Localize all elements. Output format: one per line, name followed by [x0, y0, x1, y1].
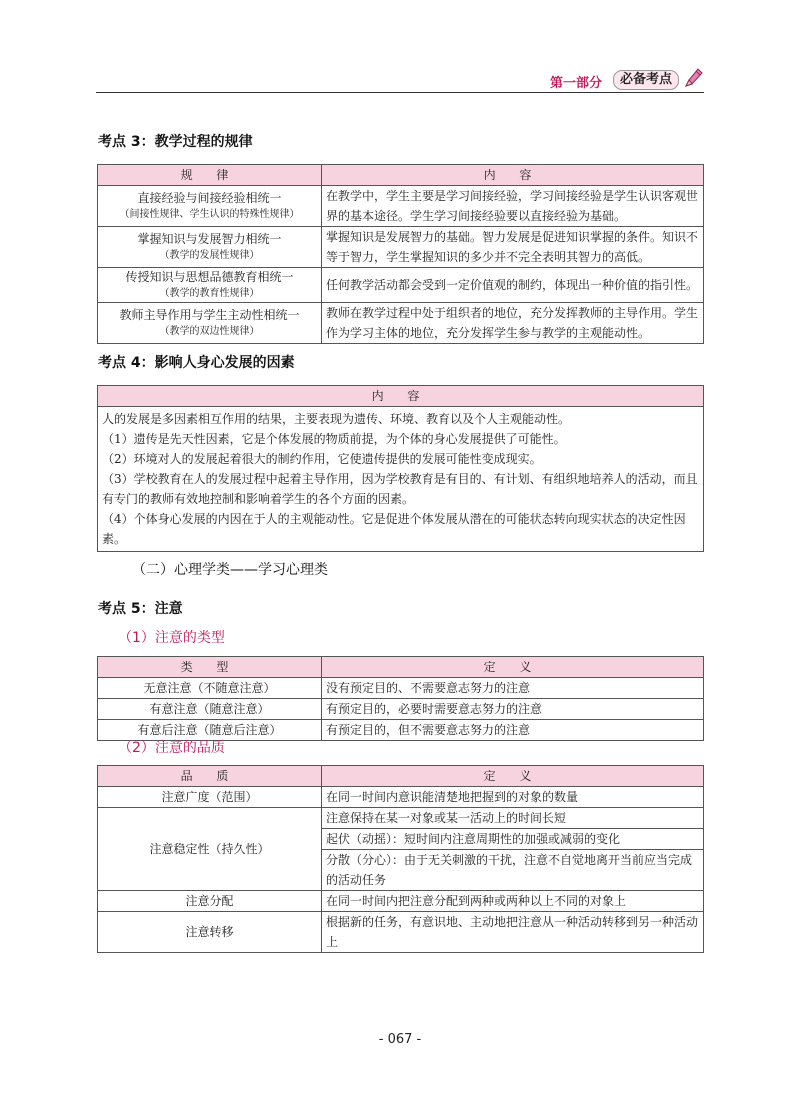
def-cell: 在同一时间内意识能清楚地把握到的对象的数量 [322, 787, 704, 808]
table-row [98, 808, 704, 829]
type-cell: 有意注意（随意注意） [98, 699, 322, 720]
table-header-row [98, 386, 704, 407]
law-name: 直接经验与间接经验相统一 [137, 191, 282, 205]
table-row [98, 186, 704, 227]
content-line: （3）学校教育在人的发展过程中起着主导作用，因为学校教育是有目的、有计划、有组织地培养人的活动，而且有专门的教师有效地控制和影响着学生的各个方面的因素。 [102, 472, 698, 506]
col-def-header: 定 义 [322, 657, 704, 678]
subsection-title-types: （1）注意的类型 [118, 630, 225, 646]
table-row [98, 268, 704, 303]
law-sub: （教学的双边性规律） [159, 326, 260, 337]
section-title-5: 考点 5：注意 [98, 601, 183, 617]
development-factors-table [97, 385, 704, 552]
law-sub: （教学的教育性规律） [159, 288, 260, 299]
col-law-header: 规 律 [98, 165, 322, 186]
table-header-row [98, 657, 704, 678]
table-header-row [98, 165, 704, 186]
content-line: 人的发展是多因素相互作用的结果，主要表现为遗传、环境、教育以及个人主观能动性。 [102, 412, 571, 426]
content-cell: 任何教学活动都会受到一定价值观的制约，体现出一种价值的指引性。 [322, 268, 704, 303]
type-cell: 有意后注意（随意后注意） [98, 720, 322, 741]
content-cell [98, 407, 704, 552]
content-line: （4）个体身心发展的内因在于人的主观能动性。它是促进个体发展从潜在的可能状态转向现实状态的决定性因素。 [102, 512, 686, 546]
section-title-3: 考点 3：教学过程的规律 [98, 134, 253, 150]
content-line: （1）遗传是先天性因素，它是个体发展的物质前提，为个体的身心发展提供了可能性。 [102, 432, 566, 446]
content-cell: 掌握知识是发展智力的基础。智力发展是促进知识掌握的条件。知识不等于智力，学生掌握知识的多少并不完全表明其智力的高低。 [322, 227, 704, 268]
def-cell: 分散（分心）：由于无关刺激的干扰，注意不自觉地离开当前应当完成的活动任务 [322, 850, 704, 891]
content-cell: 教师在教学过程中处于组织者的地位，充分发挥教师的主导作用。学生作为学习主体的地位，充分发挥学生参与教学的主观能动性。 [322, 303, 704, 344]
table-row [98, 912, 704, 953]
law-name: 教师主导作用与学生主动性相统一 [119, 308, 300, 322]
def-cell: 注意保持在某一对象或某一活动上的时间长短 [322, 808, 704, 829]
law-sub: （教学的发展性规律） [159, 250, 260, 261]
col-content-header: 内 容 [322, 165, 704, 186]
def-cell: 起伏（动摇）：短时间内注意周期性的加强或减弱的变化 [322, 829, 704, 850]
content-cell: 在教学中，学生主要是学习间接经验，学习间接经验是学生认识客观世界的基本途径。学生学习间接经验要以直接经验为基础。 [322, 186, 704, 227]
part-title: （二）心理学类——学习心理类 [132, 562, 328, 578]
def-cell: 在同一时间内把注意分配到两种或两种以上不同的对象上 [322, 891, 704, 912]
quality-cell: 注意转移 [98, 912, 322, 953]
table-row [98, 407, 704, 552]
law-name: 掌握知识与发展智力相统一 [137, 232, 282, 246]
table-header-row [98, 766, 704, 787]
def-cell: 有预定目的，必要时需要意志努力的注意 [322, 699, 704, 720]
pencil-icon [682, 66, 704, 90]
col-def-header: 定 义 [322, 766, 704, 787]
quality-cell: 注意分配 [98, 891, 322, 912]
law-sub: （间接性规律、学生认识的特殊性规律） [119, 209, 300, 220]
def-cell: 有预定目的，但不需要意志努力的注意 [322, 720, 704, 741]
col-type-header: 类 型 [98, 657, 322, 678]
law-cell [98, 186, 322, 227]
table-row [98, 303, 704, 344]
content-line: （2）环境对人的发展起着很大的制约作用，它使遗传提供的发展可能性变成现实。 [102, 452, 542, 466]
teaching-law-table [97, 164, 704, 344]
header-rule [96, 92, 704, 93]
quality-cell: 注意广度（范围） [98, 787, 322, 808]
table-row [98, 699, 704, 720]
law-cell [98, 227, 322, 268]
header-part-label: 第一部分 [550, 76, 603, 91]
type-cell: 无意注意（不随意注意） [98, 678, 322, 699]
law-cell [98, 268, 322, 303]
attention-types-table [97, 656, 704, 741]
subsection-title-qualities: （2）注意的品质 [118, 740, 225, 756]
table-row [98, 787, 704, 808]
law-cell [98, 303, 322, 344]
def-cell: 没有预定目的、不需要意志努力的注意 [322, 678, 704, 699]
col-content-header: 内 容 [98, 386, 704, 407]
header-tag: 必备考点 [613, 70, 679, 90]
table-row [98, 891, 704, 912]
table-row [98, 678, 704, 699]
section-title-4: 考点 4：影响人身心发展的因素 [98, 355, 295, 371]
attention-qualities-table [97, 765, 704, 953]
page-number: - 067 - [378, 1032, 422, 1047]
quality-cell: 注意稳定性（持久性） [98, 808, 322, 891]
table-row [98, 227, 704, 268]
def-cell: 根据新的任务，有意识地、主动地把注意从一种活动转移到另一种活动上 [322, 912, 704, 953]
law-name: 传授知识与思想品德教育相统一 [125, 270, 294, 284]
col-quality-header: 品 质 [98, 766, 322, 787]
